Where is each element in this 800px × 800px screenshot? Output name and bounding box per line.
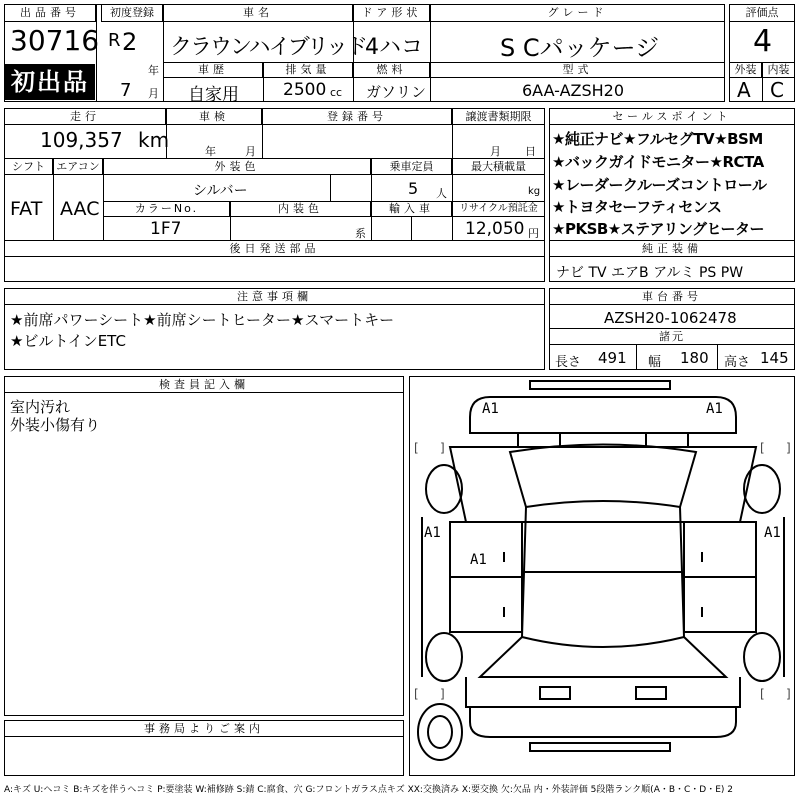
car-outline-drawing	[410, 377, 796, 777]
sales-point-1: ★純正ナビ★フルセグTV★BSM	[552, 130, 763, 148]
exterior-grade: A	[737, 78, 751, 102]
chassis-number: AZSH20-1062478	[604, 309, 737, 327]
color-number: 1F7	[150, 219, 182, 239]
height-value: 145	[760, 349, 789, 367]
recycle-deposit: 12,050	[465, 219, 525, 239]
era: R	[108, 30, 121, 51]
grade-label: グレード	[430, 4, 725, 22]
car-name: クラウンハイブリッド	[170, 35, 367, 60]
sales-point-3: ★レーダークルーズコントロール	[552, 176, 767, 194]
length-value: 491	[598, 349, 627, 367]
damage-mark-right-fender: A1	[764, 525, 781, 541]
first-listing-badge: 初出品	[5, 64, 95, 100]
first-registration-label: 初度登録	[101, 4, 163, 22]
registration-year: 2	[122, 28, 138, 56]
width-value: 180	[680, 349, 709, 367]
equipment-list: ナビ TV エアB アルミ PS PW	[556, 265, 744, 281]
exterior-color: シルバー	[193, 183, 248, 199]
registration-month: 7	[120, 80, 132, 101]
seating-capacity: 5	[408, 179, 419, 198]
car-name-label: 車名	[163, 4, 353, 22]
air-conditioner: AAC	[60, 198, 100, 220]
score: 4	[753, 24, 773, 59]
sales-point-4: ★トヨタセーフティセンス	[552, 198, 722, 216]
fuel-type: ガソリン	[366, 83, 427, 101]
vehicle-history: 自家用	[188, 85, 239, 105]
grade: S Cパッケージ	[500, 34, 660, 62]
shift: FAT	[10, 198, 43, 220]
damage-mark-left-door: A1	[470, 552, 487, 568]
inspector-line-2: 外装小傷有り	[10, 416, 101, 434]
door-type: 4ハコ	[365, 35, 423, 60]
damage-mark-front-right: A1	[706, 401, 723, 417]
lot-number: 30716	[10, 24, 100, 57]
damage-mark-front-left: A1	[482, 401, 499, 417]
damage-mark-left-fender: A1	[424, 525, 441, 541]
lot-number-label: 出品番号	[4, 4, 96, 22]
model-code: 6AA-AZSH20	[522, 81, 625, 100]
note-line-2: ★ビルトインETC	[10, 332, 126, 350]
sales-point-2: ★バックガイドモニター★RCTA	[552, 153, 764, 171]
interior-grade: C	[770, 78, 784, 102]
score-label: 評価点	[729, 4, 795, 22]
displacement: 2500	[283, 80, 327, 100]
damage-diagram: A1 A1 A1 A1 A1 [ ] [ ] [ ] [ ]	[409, 376, 795, 776]
legend-footer: A:キズ U:ヘコミ B:キズを伴うヘコミ P:要塗装 W:補修跡 S:錆 C:腐食、穴 G:フロントガラス点キズ XX:交換済み X:要交換 欠:欠品 内・外装評価 5段階ランク順(A・B・C・D・E) 2	[4, 785, 734, 795]
mileage: 109,357	[40, 128, 123, 152]
door-label: ドア形状	[353, 4, 430, 22]
note-line-1: ★前席パワーシート★前席シートヒーター★スマートキー	[10, 311, 395, 329]
sales-point-5: ★PKSB★ステアリングヒーター	[552, 220, 764, 238]
inspector-line-1: 室内汚れ	[10, 398, 71, 416]
